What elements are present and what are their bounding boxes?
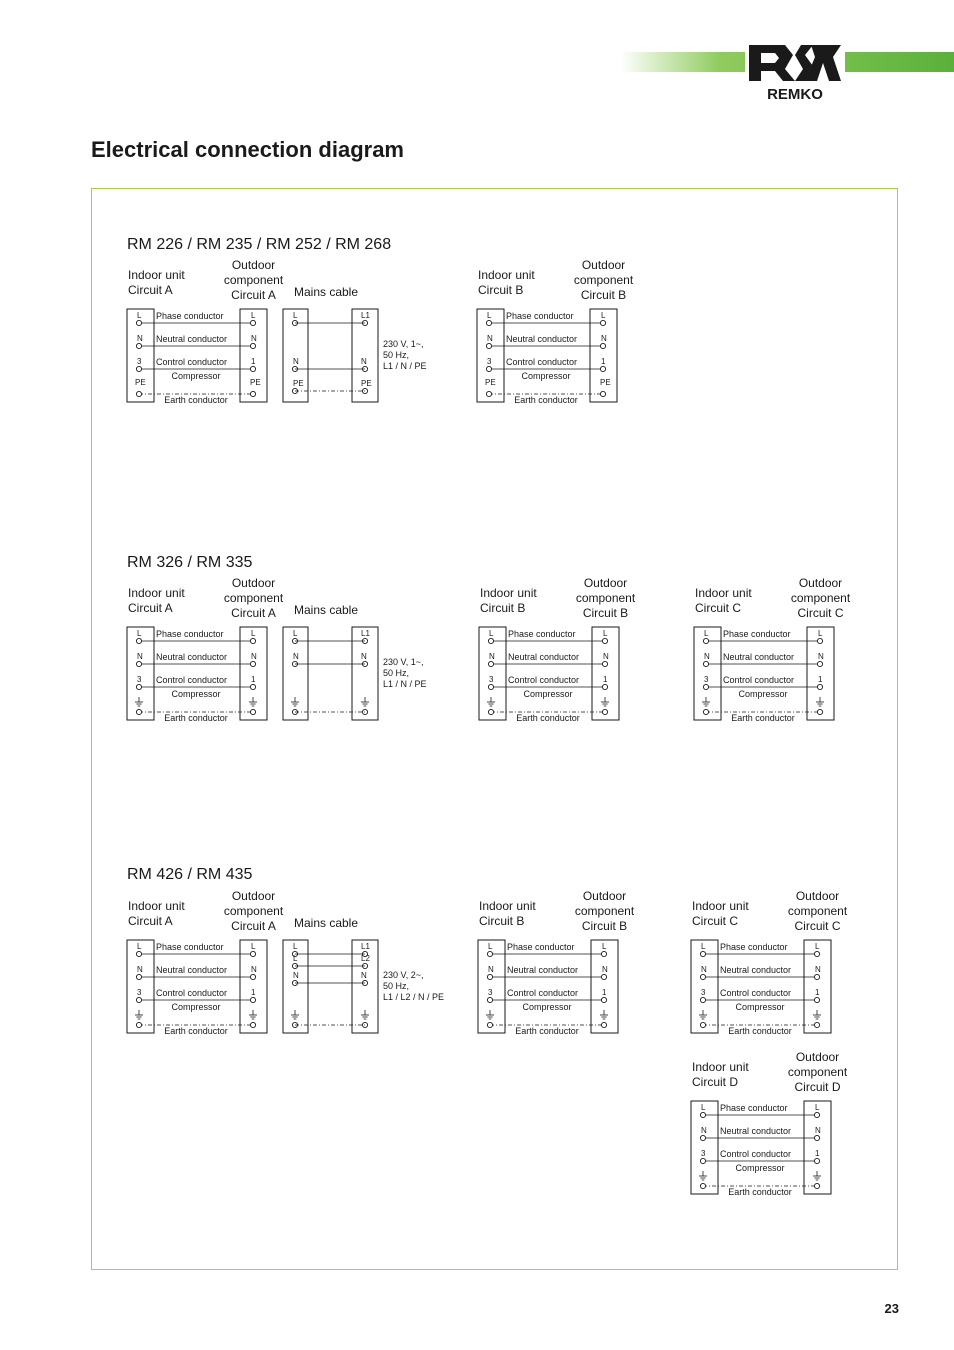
indoor-unit-heading: Indoor unit (128, 268, 185, 282)
terminal (486, 343, 491, 348)
terminal (602, 638, 607, 643)
terminal-label: L (488, 942, 493, 951)
circuit-label: Circuit C (692, 914, 739, 928)
terminal-label: 3 (701, 988, 706, 997)
earth-conductor-label: Earth conductor (728, 1026, 792, 1036)
circuit-label: Circuit C (794, 919, 841, 933)
terminal-label: N (704, 652, 710, 661)
terminal (817, 638, 822, 643)
circuit-label: Circuit B (581, 919, 628, 933)
outdoor-heading: Outdoor (583, 576, 628, 590)
terminal (601, 974, 606, 979)
terminal (601, 997, 606, 1002)
terminal-label: L (701, 1103, 706, 1112)
terminal (600, 366, 605, 371)
terminal (817, 684, 822, 689)
terminal-label: L (251, 311, 256, 320)
terminal (136, 366, 141, 371)
conductor-label: Phase conductor (720, 1103, 788, 1113)
compressor-label: Compressor (735, 1002, 785, 1012)
circuit-label: Circuit B (478, 283, 524, 297)
terminal-label: L (137, 311, 142, 320)
circuit-label: Circuit A (128, 914, 173, 928)
mains-spec-text: 50 Hz, (383, 668, 410, 678)
terminal-label: N (818, 652, 824, 661)
terminal-label: 3 (488, 988, 493, 997)
terminal-label: N (603, 652, 609, 661)
earth-icon (816, 697, 824, 706)
circuit-label: Circuit D (794, 1080, 841, 1094)
conductor-label: Phase conductor (723, 629, 791, 639)
earth-icon (135, 1010, 143, 1019)
terminal (600, 391, 605, 396)
terminal-label: N (601, 334, 607, 343)
terminal (700, 951, 705, 956)
conductor-label: Neutral conductor (156, 652, 228, 662)
terminal-label: L (293, 954, 298, 963)
terminal (136, 661, 141, 666)
terminal-label: L (701, 942, 706, 951)
terminal (136, 320, 141, 325)
terminal (250, 638, 255, 643)
terminal (250, 709, 255, 714)
mains-spec-text: 230 V, 1~, (383, 339, 424, 349)
terminal-label: L (251, 629, 256, 638)
earth-icon (699, 1010, 707, 1019)
compressor-label: Compressor (521, 371, 571, 381)
compressor-label: Compressor (171, 1002, 221, 1012)
earth-icon (702, 697, 710, 706)
earth-conductor-label: Earth conductor (164, 1026, 228, 1036)
conductor-label: Phase conductor (508, 629, 576, 639)
terminal-label: PE (135, 378, 146, 387)
outdoor-heading: Outdoor (231, 258, 276, 272)
conductor-label: Control conductor (156, 988, 228, 998)
terminal-label: L (293, 311, 298, 320)
terminal-label: L (601, 311, 606, 320)
terminal (487, 974, 492, 979)
earth-icon (487, 697, 495, 706)
outdoor-heading: component (223, 273, 284, 287)
terminal-label: N (701, 965, 707, 974)
terminal (814, 1112, 819, 1117)
terminal (486, 320, 491, 325)
terminal (136, 709, 141, 714)
earth-conductor-label: Earth conductor (728, 1187, 792, 1197)
terminal (250, 951, 255, 956)
terminal (703, 661, 708, 666)
conductor-label: Phase conductor (156, 311, 224, 321)
outdoor-heading: component (787, 1065, 848, 1079)
terminal-label: N (251, 334, 257, 343)
terminal (488, 684, 493, 689)
earth-conductor-label: Earth conductor (514, 395, 578, 405)
circuit-b3 (478, 889, 635, 1036)
earth-conductor-label: Earth conductor (164, 713, 228, 723)
terminal (703, 684, 708, 689)
compressor-label: Compressor (522, 1002, 572, 1012)
earth-icon (813, 1010, 821, 1019)
terminal-label: N (361, 357, 367, 366)
terminal-label: L (489, 629, 494, 638)
mains-cable-1 (283, 603, 427, 720)
outdoor-heading: Outdoor (795, 1050, 840, 1064)
conductor-label: Phase conductor (507, 942, 575, 952)
mains-spec-text: 230 V, 2~, (383, 970, 424, 980)
terminal (488, 661, 493, 666)
terminal (136, 974, 141, 979)
terminal (814, 1135, 819, 1140)
outdoor-heading: component (790, 591, 851, 605)
terminal (700, 1112, 705, 1117)
page-title: Electrical connection diagram (91, 137, 404, 162)
terminal (700, 1158, 705, 1163)
indoor-unit-heading: Indoor unit (692, 899, 749, 913)
earth-conductor-label: Earth conductor (515, 1026, 579, 1036)
terminal-label: L2 (361, 954, 370, 963)
terminal (136, 997, 141, 1002)
terminal (814, 1158, 819, 1163)
earth-icon (699, 1171, 707, 1180)
terminal (250, 1022, 255, 1027)
mains-cable-heading: Mains cable (293, 285, 359, 299)
conductor-label: Control conductor (156, 675, 228, 685)
terminal (136, 343, 141, 348)
terminal (487, 951, 492, 956)
circuit-label: Circuit A (231, 606, 276, 620)
circuit-b2 (479, 576, 636, 723)
mains-spec-text: L1 / N / PE (383, 361, 427, 371)
terminal (817, 709, 822, 714)
conductor-label: Phase conductor (156, 942, 224, 952)
conductor-label: Neutral conductor (156, 965, 228, 975)
earth-conductor-label: Earth conductor (731, 713, 795, 723)
conductor-label: Neutral conductor (720, 965, 792, 975)
terminal (487, 1022, 492, 1027)
section-title-1: RM 226 / RM 235 / RM 252 / RM 268 (127, 236, 392, 253)
section-title-3: RM 426 / RM 435 (127, 866, 253, 883)
terminal (601, 951, 606, 956)
conductor-label: Control conductor (720, 1149, 792, 1159)
terminal-label: N (701, 1126, 707, 1135)
terminal-label: L1 (361, 311, 370, 320)
terminal (814, 1183, 819, 1188)
circuit-label: Circuit C (695, 601, 742, 615)
earth-conductor-label: Earth conductor (164, 395, 228, 405)
indoor-unit-heading: Indoor unit (128, 899, 185, 913)
conductor-label: Neutral conductor (507, 965, 579, 975)
conductor-label: Neutral conductor (508, 652, 580, 662)
terminal (250, 684, 255, 689)
indoor-unit-heading: Indoor unit (479, 899, 536, 913)
conductor-label: Neutral conductor (156, 334, 228, 344)
terminal-label: PE (600, 378, 611, 387)
earth-icon (291, 1010, 299, 1019)
circuit-a2 (127, 576, 284, 723)
terminal (703, 709, 708, 714)
terminal (600, 320, 605, 325)
terminal (250, 997, 255, 1002)
terminal-label: L (602, 942, 607, 951)
circuit-b1 (477, 258, 634, 405)
conductor-label: Control conductor (720, 988, 792, 998)
terminal-label: PE (361, 379, 372, 388)
terminal-label: N (815, 1126, 821, 1135)
indoor-unit-heading: Indoor unit (478, 268, 535, 282)
terminal (486, 366, 491, 371)
terminal-label: PE (293, 379, 304, 388)
mains-spec-text: 50 Hz, (383, 981, 410, 991)
mains-spec-text: 230 V, 1~, (383, 657, 424, 667)
terminal (136, 951, 141, 956)
terminal-label: N (137, 965, 143, 974)
terminal-label: L (815, 1103, 820, 1112)
terminal-label: N (137, 652, 143, 661)
terminal (250, 391, 255, 396)
outdoor-heading: component (575, 591, 636, 605)
circuit-d3 (691, 1050, 848, 1197)
compressor-label: Compressor (523, 689, 573, 699)
terminal (700, 974, 705, 979)
circuit-label: Circuit A (128, 283, 173, 297)
terminal (700, 1135, 705, 1140)
terminal (602, 709, 607, 714)
terminal-label: 1 (251, 357, 256, 366)
section-title-2: RM 326 / RM 335 (127, 554, 253, 571)
mains-spec-text: 50 Hz, (383, 350, 410, 360)
brand-name: REMKO (767, 86, 823, 103)
terminal (602, 684, 607, 689)
circuit-label: Circuit B (582, 606, 629, 620)
terminal (703, 638, 708, 643)
terminal-label: L (487, 311, 492, 320)
terminal-label: N (815, 965, 821, 974)
terminal (700, 997, 705, 1002)
earth-icon (361, 697, 369, 706)
terminal (136, 391, 141, 396)
earth-icon (486, 1010, 494, 1019)
outdoor-heading: Outdoor (231, 576, 276, 590)
earth-icon (601, 697, 609, 706)
earth-icon (135, 697, 143, 706)
circuit-label: Circuit A (128, 601, 173, 615)
terminal-label: 3 (137, 675, 142, 684)
terminal-label: L (137, 629, 142, 638)
compressor-label: Compressor (735, 1163, 785, 1173)
earth-icon (361, 1010, 369, 1019)
terminal (487, 997, 492, 1002)
terminal-label: L (293, 942, 298, 951)
terminal (817, 661, 822, 666)
conductor-label: Control conductor (723, 675, 795, 685)
circuit-label: Circuit A (231, 919, 276, 933)
terminal (136, 1022, 141, 1027)
conductor-label: Control conductor (156, 357, 228, 367)
outdoor-heading: component (573, 273, 634, 287)
conductor-label: Control conductor (508, 675, 580, 685)
terminal-label: N (137, 334, 143, 343)
terminal-label: L (603, 629, 608, 638)
terminal-label: PE (485, 378, 496, 387)
terminal-label: L1 (361, 629, 370, 638)
circuit-label: Circuit A (231, 288, 276, 302)
terminal (136, 638, 141, 643)
mains-cable-heading: Mains cable (293, 603, 359, 617)
conductor-label: Control conductor (507, 988, 579, 998)
terminal-label: 3 (701, 1149, 706, 1158)
terminal-label: N (489, 652, 495, 661)
indoor-unit-heading: Indoor unit (695, 586, 752, 600)
circuit-label: Circuit B (580, 288, 627, 302)
terminal (700, 1183, 705, 1188)
terminal (250, 320, 255, 325)
circuit-a1 (127, 258, 284, 405)
terminal-label: N (293, 652, 299, 661)
terminal-label: 1 (815, 988, 820, 997)
terminal-label: 3 (489, 675, 494, 684)
terminal (601, 1022, 606, 1027)
indoor-unit-heading: Indoor unit (480, 586, 537, 600)
mains-cable-0 (283, 285, 427, 402)
terminal (250, 343, 255, 348)
terminal (486, 391, 491, 396)
mains-cable-2 (283, 916, 444, 1033)
terminal-label: L (818, 629, 823, 638)
terminal-label: 1 (603, 675, 608, 684)
earth-icon (291, 697, 299, 706)
terminal-label: N (293, 971, 299, 980)
conductor-label: Phase conductor (506, 311, 574, 321)
terminal-label: N (361, 971, 367, 980)
conductor-label: Control conductor (506, 357, 578, 367)
circuit-label: Circuit B (479, 914, 525, 928)
compressor-label: Compressor (738, 689, 788, 699)
circuit-label: Circuit D (692, 1075, 739, 1089)
terminal-label: L (704, 629, 709, 638)
outdoor-heading: Outdoor (231, 889, 276, 903)
conductor-label: Phase conductor (720, 942, 788, 952)
indoor-unit-heading: Indoor unit (692, 1060, 749, 1074)
terminal-label: 1 (251, 988, 256, 997)
terminal-label: L (815, 942, 820, 951)
outdoor-heading: Outdoor (798, 576, 843, 590)
conductor-label: Neutral conductor (720, 1126, 792, 1136)
terminal-label: N (293, 357, 299, 366)
terminal-label: L (137, 942, 142, 951)
outdoor-heading: Outdoor (581, 258, 626, 272)
terminal-label: 1 (601, 357, 606, 366)
terminal-label: N (487, 334, 493, 343)
terminal (814, 951, 819, 956)
mains-spec-text: L1 / N / PE (383, 679, 427, 689)
terminal-label: 1 (818, 675, 823, 684)
terminal-label: PE (250, 378, 261, 387)
terminal-label: 3 (137, 357, 142, 366)
outdoor-heading: Outdoor (795, 889, 840, 903)
terminal (488, 638, 493, 643)
terminal-label: 1 (251, 675, 256, 684)
terminal (250, 974, 255, 979)
terminal-label: 1 (602, 988, 607, 997)
terminal (488, 709, 493, 714)
mains-spec-text: L1 / L2 / N / PE (383, 992, 445, 1002)
indoor-unit-heading: Indoor unit (128, 586, 185, 600)
terminal (700, 1022, 705, 1027)
terminal-label: N (251, 652, 257, 661)
outdoor-heading: component (223, 591, 284, 605)
terminal-label: N (602, 965, 608, 974)
terminal (600, 343, 605, 348)
terminal (602, 661, 607, 666)
terminal (250, 366, 255, 371)
compressor-label: Compressor (171, 371, 221, 381)
terminal (250, 661, 255, 666)
earth-icon (249, 697, 257, 706)
terminal (814, 1022, 819, 1027)
outdoor-heading: component (574, 904, 635, 918)
earth-icon (600, 1010, 608, 1019)
terminal-label: L (251, 942, 256, 951)
terminal-label: N (488, 965, 494, 974)
terminal-label: N (251, 965, 257, 974)
terminal (814, 974, 819, 979)
outdoor-heading: component (787, 904, 848, 918)
terminal-label: 3 (137, 988, 142, 997)
compressor-label: Compressor (171, 689, 221, 699)
conductor-label: Neutral conductor (723, 652, 795, 662)
terminal-label: N (361, 652, 367, 661)
terminal-label: 3 (704, 675, 709, 684)
outdoor-heading: component (223, 904, 284, 918)
terminal (814, 997, 819, 1002)
terminal-label: 1 (815, 1149, 820, 1158)
terminal (136, 684, 141, 689)
conductor-label: Phase conductor (156, 629, 224, 639)
conductor-label: Neutral conductor (506, 334, 578, 344)
circuit-label: Circuit B (480, 601, 526, 615)
circuit-label: Circuit C (797, 606, 844, 620)
circuit-c3 (691, 889, 848, 1036)
circuit-a3 (127, 889, 284, 1036)
terminal-label: L1 (361, 942, 370, 951)
mains-cable-heading: Mains cable (293, 916, 359, 930)
earth-conductor-label: Earth conductor (516, 713, 580, 723)
terminal-label: 3 (487, 357, 492, 366)
page-number: 23 (884, 1301, 899, 1316)
terminal-label: L (293, 629, 298, 638)
earth-icon (813, 1171, 821, 1180)
circuit-c2 (694, 576, 851, 723)
outdoor-heading: Outdoor (582, 889, 627, 903)
earth-icon (249, 1010, 257, 1019)
